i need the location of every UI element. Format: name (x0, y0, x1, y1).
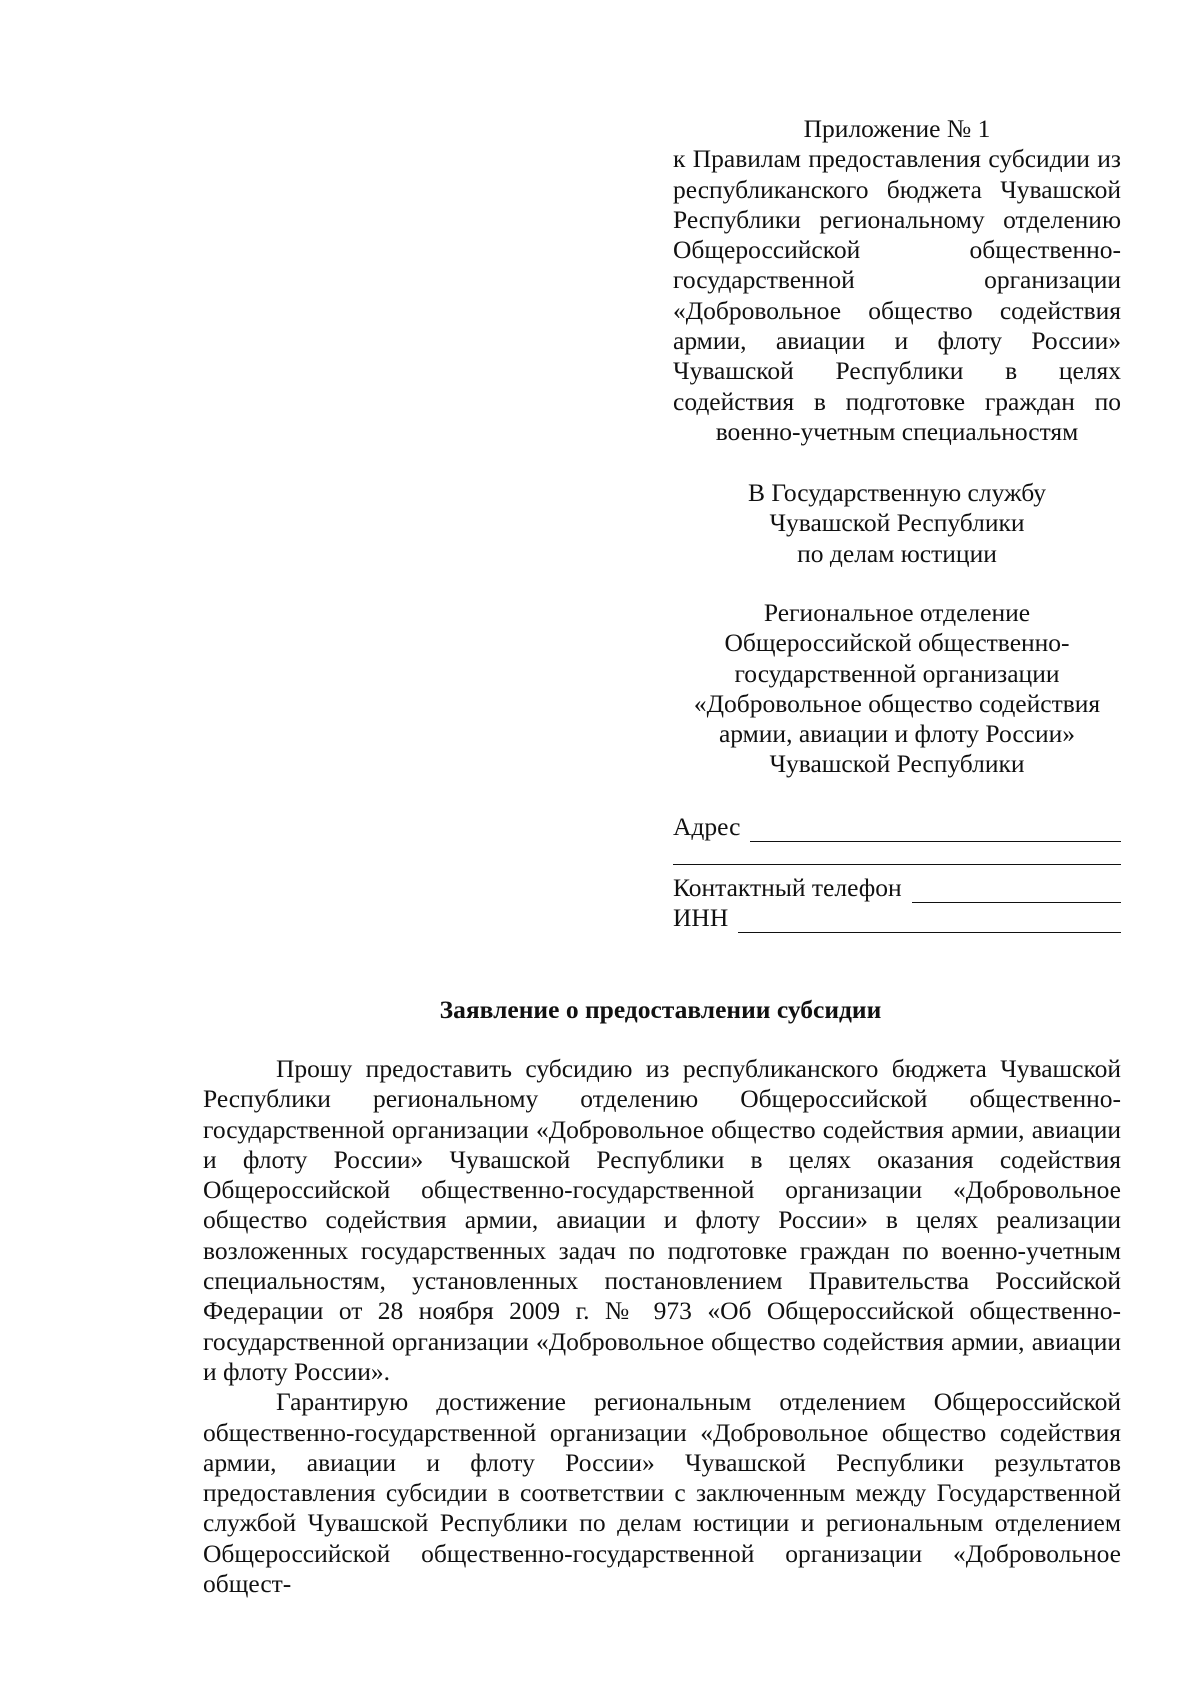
appendix-block (673, 114, 1121, 447)
sender-line: «Добровольное общество содействия (693, 688, 1101, 718)
inn-field-row (673, 903, 1121, 933)
contact-fields (673, 812, 1121, 933)
address-second-blank-line (673, 842, 1121, 865)
document-title: Заявление о предоставлении субсидии (439, 995, 882, 1024)
document-body (203, 1054, 1121, 1599)
sender-line: Региональное отделение (763, 598, 1031, 627)
sender-line: Общероссийской общественно- (724, 628, 1070, 658)
addressee-line: В Государственную службу (747, 478, 1047, 507)
sender-line: армии, авиации и флоту России» (718, 719, 1076, 749)
phone-field-row (673, 873, 1121, 903)
sender-block (673, 598, 1121, 780)
inn-label: ИНН (673, 902, 729, 932)
sender-line: Чувашской Республики (769, 749, 1025, 779)
addressee-line: Чувашской Республики (769, 508, 1025, 538)
addressee-line: по делам юстиции (797, 538, 997, 568)
addressee-block (673, 478, 1121, 569)
appendix-heading: Приложение № 1 (803, 114, 991, 143)
inn-blank-line (738, 910, 1121, 933)
phone-blank-line (912, 880, 1121, 903)
address-blank-line (750, 819, 1121, 842)
body-paragraph: Прошу предоставить субсидию из республиканского бюджета Чувашской Республики региональному отделению Общероссийской общественно-государственной организации «Добровольное общество содействия армии, авиации и флоту России» Чувашской Республики в целях оказания содействия Общероссийской общественно-государственной организации «Добровольное общество содействия армии, авиации и флоту России» в целях реализации возложенных государственных задач по подготовке граждан по военно-учетным специальностям, установленных постановлением Правительства Российской Федерации от 28 ноября 2009 г. № 973 «Об Общероссийской общественно-государственной организации «Добровольное общество содействия армии, авиации и флоту России». (203, 1054, 1121, 1386)
phone-label: Контактный телефон (673, 872, 902, 902)
appendix-text: к Правилам предоставления субсидии из республиканского бюджета Чувашской Республики региональному отделению Общероссийской общественно-государственной организации «Добровольное общество содействия армии, авиации и флоту России» Чувашской Республики в целях содействия в подготовке граждан по военно-учетным специальностям (673, 144, 1121, 446)
address-field-row (673, 812, 1121, 842)
sender-line: государственной организации (734, 658, 1060, 688)
address-label: Адрес (673, 811, 741, 841)
body-paragraph: Гарантирую достижение региональным отделением Общероссийской общественно-государственной организации «Добровольное общество содействия армии, авиации и флоту России» Чувашской Республики результатов предоставления субсидии в соответствии с заключенным между Государственной службой Чувашской Республики по делам юстиции и региональным отделением Общероссийской общественно-государственной организации «Добровольное общест- (203, 1387, 1121, 1599)
